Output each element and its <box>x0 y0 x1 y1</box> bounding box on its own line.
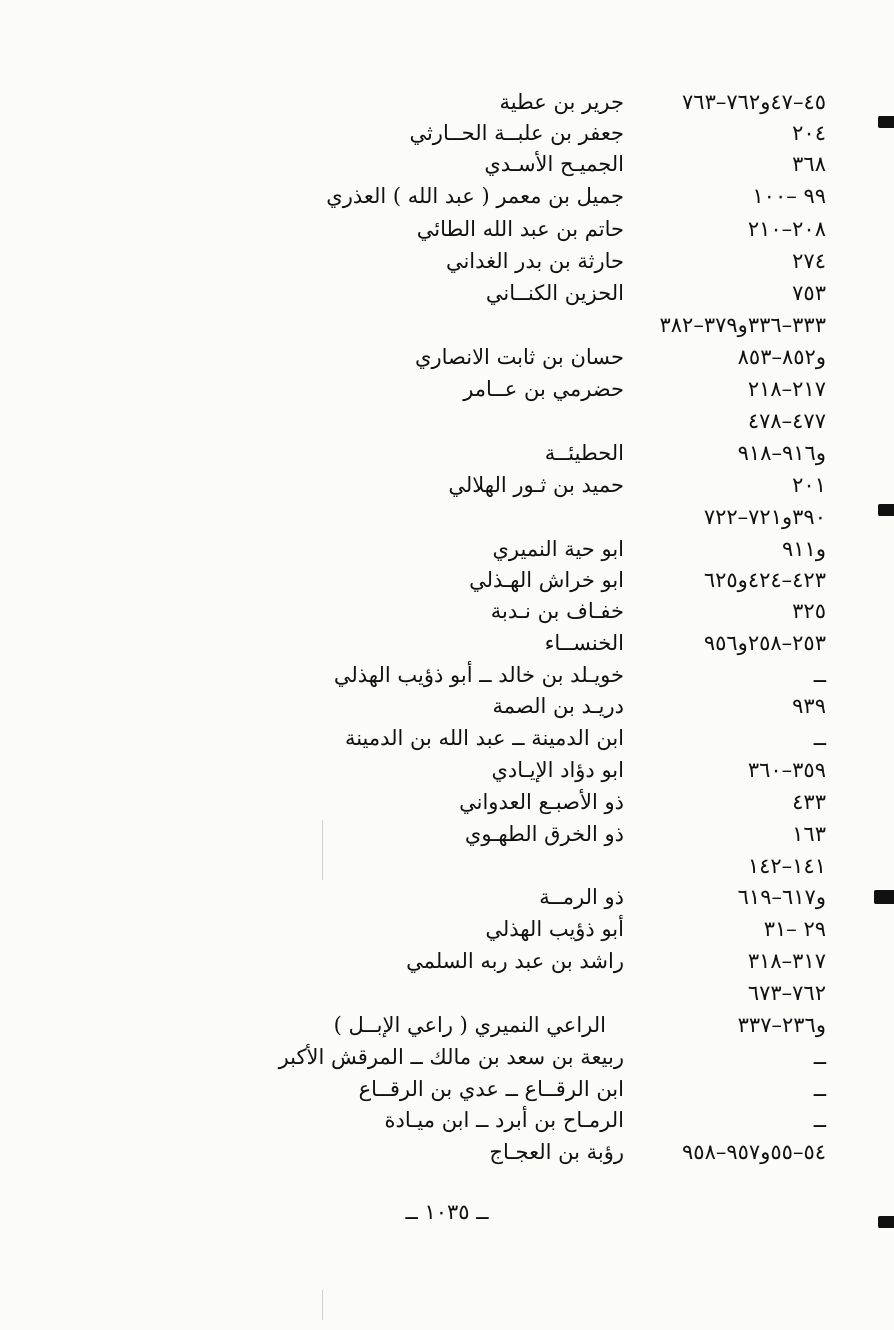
poet-name: حاتم بن عبد الله الطائي <box>416 217 624 241</box>
index-entry <box>0 405 894 437</box>
index-entry <box>0 117 894 149</box>
page-refs: ٢٥٣–٢٥٨و٩٥٦ <box>703 631 826 655</box>
page-refs: و٩١٦–٩١٨ <box>737 441 826 465</box>
index-entry <box>0 533 894 565</box>
index-entry <box>0 595 894 627</box>
index-entry <box>0 1104 894 1136</box>
index-entry <box>0 818 894 850</box>
index-entry <box>0 722 894 754</box>
poet-name: الخنســاء <box>544 631 624 655</box>
index-entry <box>0 373 894 405</box>
poet-name: جميل بن معمر ( عبد الله ) العذري <box>326 184 624 208</box>
page-refs: ٤٧٧–٤٧٨ <box>747 409 826 433</box>
poet-name: خويـلد بن خالد ــ أبو ذؤيب الهذلي <box>333 663 624 687</box>
index-entry <box>0 341 894 373</box>
index-entry <box>0 627 894 659</box>
page-refs: ٩٣٩ <box>792 694 826 718</box>
index-entry <box>0 913 894 945</box>
index-entry <box>0 786 894 818</box>
poet-name: الرمـاح بن أبرد ــ ابن ميـادة <box>384 1108 624 1132</box>
index-entry <box>0 1041 894 1073</box>
poet-name: ابن الدمينة ــ عبد الله بن الدمينة <box>344 726 624 750</box>
poet-name: حسان بن ثابت الانصاري <box>415 345 624 369</box>
poet-name: دريـد بن الصمة <box>492 694 624 718</box>
page-refs: ٤٥–٤٧و٧٦٢–٧٦٣ <box>682 90 826 114</box>
index-entry <box>0 945 894 977</box>
page-refs: ــ <box>813 1108 826 1132</box>
page-refs: ٢٩ –٣١ <box>763 917 826 941</box>
page-refs: ٤٢٣–٤٢٤و٦٢٥ <box>703 568 826 592</box>
poet-name: حميد بن ثـور الهلالي <box>448 473 624 497</box>
index-entry <box>0 1073 894 1105</box>
page-refs: ٩٩ –١٠٠ <box>752 184 826 208</box>
poet-name: ذو الأصبـع العدواني <box>459 790 624 814</box>
poet-name: ابو حية النميري <box>492 537 624 561</box>
page-refs: ــ <box>813 1077 826 1101</box>
index-entry <box>0 850 894 882</box>
poet-name: جرير بن عطية <box>499 90 624 114</box>
page-refs: و٩١١ <box>782 537 826 561</box>
poet-name: حضرمي بن عــامر <box>463 377 624 401</box>
page-refs: و٨٥٢–٨٥٣ <box>737 345 826 369</box>
page-refs: ٣١٧–٣١٨ <box>747 949 826 973</box>
page-refs: ــ <box>813 663 826 687</box>
poet-name: الجميـح الأسـدي <box>484 152 624 176</box>
poet-name: الراعي النميري ( راعي الإبــل ) <box>333 1013 606 1037</box>
page-refs: و٢٣٦–٣٣٧ <box>737 1013 826 1037</box>
poet-name: ذو الخرق الطهـوي <box>464 822 624 846</box>
page-refs: ٣٢٥ <box>792 599 826 623</box>
page-refs: ٣٦٨ <box>792 152 826 176</box>
index-entry <box>0 977 894 1009</box>
poet-name: ربيعة بن سعد بن مالك ــ المرقش الأكبر <box>278 1045 624 1069</box>
poet-name: الحزين الكنــاني <box>485 281 624 305</box>
index-entry <box>0 1136 894 1168</box>
poet-name: ابو دؤاد الإيـادي <box>491 758 624 782</box>
index-entry <box>0 690 894 722</box>
index-entry <box>0 437 894 469</box>
index-entry <box>0 148 894 180</box>
page-refs: ١٦٣ <box>792 822 826 846</box>
page-refs: ٣٩٠و٧٢١–٧٢٢ <box>703 505 826 529</box>
index-entry <box>0 659 894 691</box>
page-refs: ٢٠٤ <box>792 121 826 145</box>
page-refs: ٧٦٢–٦٧٣ <box>747 981 826 1005</box>
poet-name: أبو ذؤيب الهذلي <box>485 917 624 941</box>
page-refs: ٢١٧–٢١٨ <box>747 377 826 401</box>
poet-name: ذو الرمــة <box>539 885 624 909</box>
poet-name: الحطيئــة <box>544 441 624 465</box>
page-refs: ٣٥٩–٣٦٠ <box>747 758 826 782</box>
page-refs: ٣٣٣–٣٣٦و٣٧٩–٣٨٢ <box>659 313 826 337</box>
poet-name: خفـاف بن نـدبة <box>490 599 624 623</box>
index-entry <box>0 754 894 786</box>
poet-name: ابن الرقــاع ــ عدي بن الرقــاع <box>358 1077 624 1101</box>
index-entry <box>0 1009 894 1041</box>
paper-crease <box>322 1290 323 1320</box>
page-refs: ٢٠١ <box>792 473 826 497</box>
page-refs: ٢٧٤ <box>792 249 826 273</box>
poet-name: جعفر بن علبــة الحــارثي <box>409 121 624 145</box>
index-entry <box>0 277 894 309</box>
page-refs: ١٤١–١٤٢ <box>747 854 826 878</box>
page-refs: ــ <box>813 1045 826 1069</box>
poet-name: رؤبة بن العجـاج <box>489 1140 624 1164</box>
index-entry <box>0 881 894 913</box>
poet-name: حارثة بن بدر الغداني <box>445 249 624 273</box>
index-entry <box>0 501 894 533</box>
index-entry <box>0 564 894 596</box>
index-entry <box>0 213 894 245</box>
page-number: ــ ١٠٣٥ ــ <box>405 1200 489 1224</box>
page-refs: ٧٥٣ <box>792 281 826 305</box>
poet-name: راشد بن عبد ربه السلمي <box>406 949 624 973</box>
page-refs: و٦١٧–٦١٩ <box>737 885 826 909</box>
index-entry <box>0 469 894 501</box>
index-entry <box>0 180 894 212</box>
page-refs: ٤٣٣ <box>792 790 826 814</box>
index-entry <box>0 245 894 277</box>
page-refs: ٥٤–٥٥و٩٥٧–٩٥٨ <box>682 1140 826 1164</box>
index-entry <box>0 86 894 118</box>
page-refs: ٢٠٨–٢١٠ <box>747 217 826 241</box>
index-entry <box>0 309 894 341</box>
page-refs: ــ <box>813 726 826 750</box>
poet-name: ابو خراش الهـذلي <box>469 568 624 592</box>
